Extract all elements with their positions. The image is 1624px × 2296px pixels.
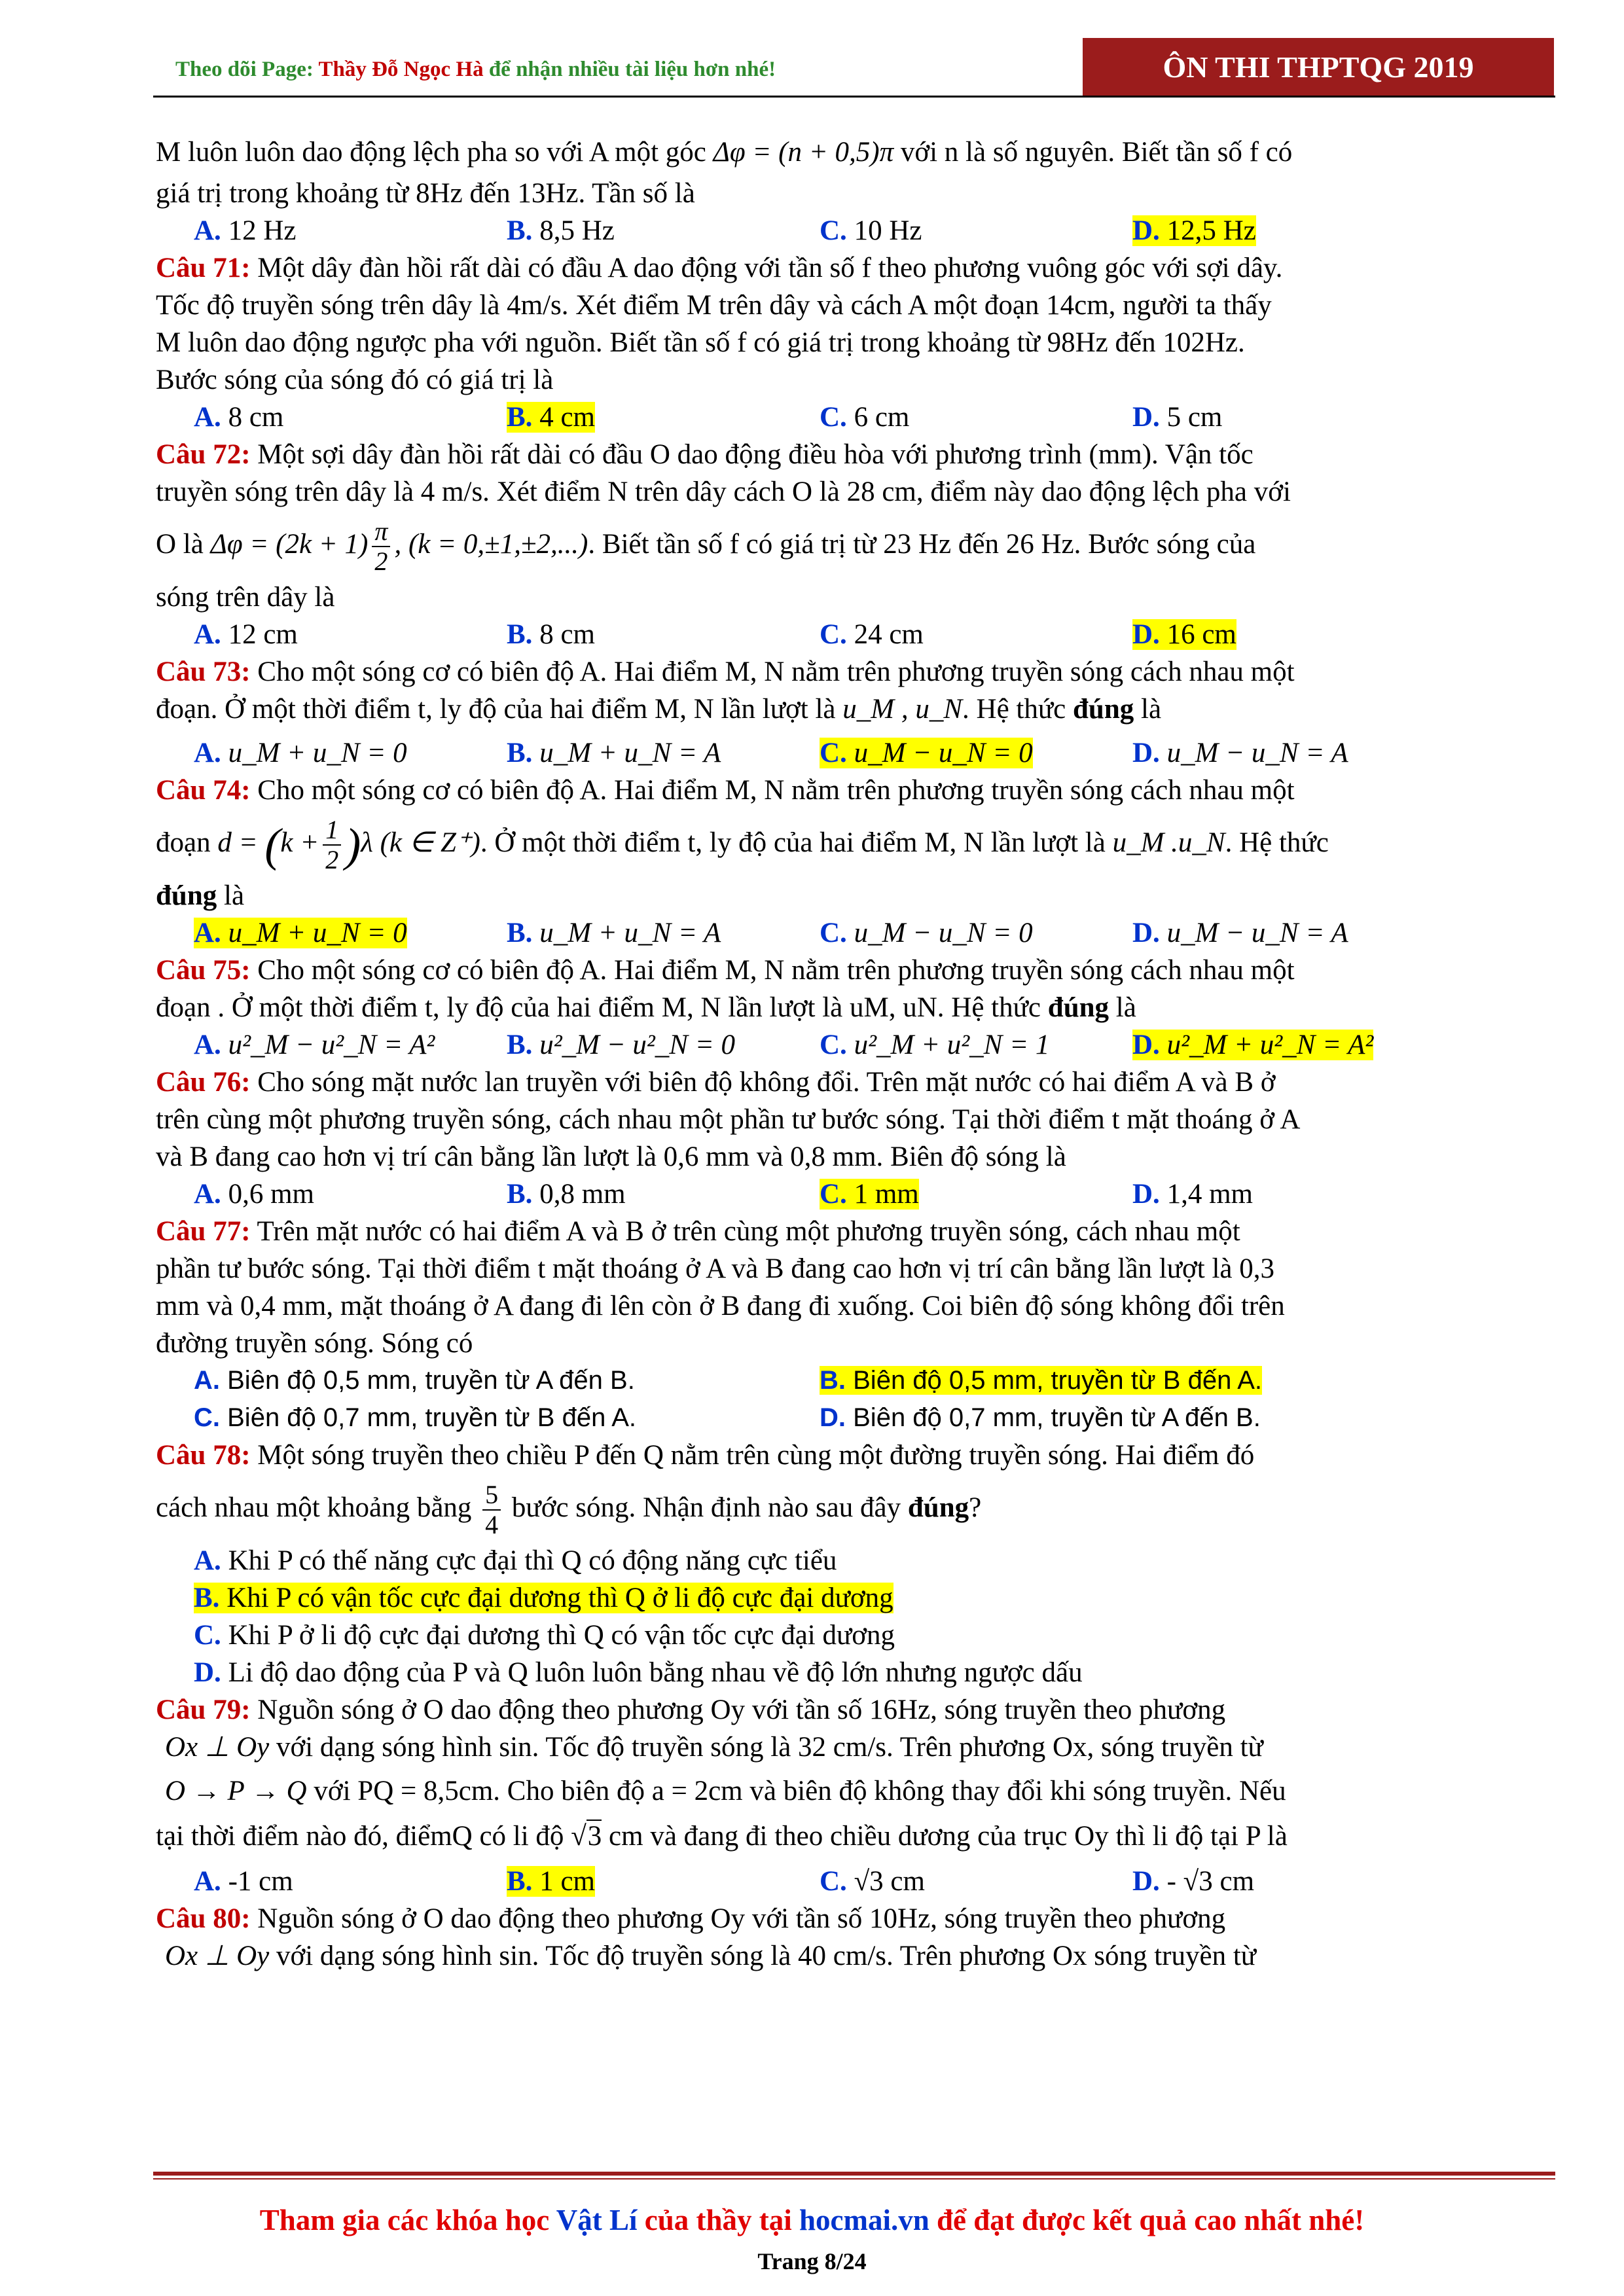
q78-option-d: D. Li độ dao động của P và Q luôn luôn bằng nhau về độ lớn nhưng ngược dấu (194, 1657, 1083, 1688)
q70-option-d: D. 12,5 Hz (1132, 215, 1256, 246)
q73-option-c: C. u_M − u_N = 0 (820, 738, 1033, 768)
q77-line1: Câu 77: Trên mặt nước có hai điểm A và B ở trên cùng một phương truyền sóng, cách nhau một (156, 1216, 1240, 1247)
q70-line2: giá trị trong khoảng từ 8Hz đến 13Hz. Tần số là (156, 178, 695, 209)
q74-label: Câu 74: (156, 775, 251, 806)
q80-line1: Câu 80: Nguồn sóng ở O dao động theo phương Oy với tần số 10Hz, sóng truyền theo phương (156, 1903, 1226, 1934)
q78-line1: Câu 78: Một sóng truyền theo chiều P đến Q nằm trên cùng một đường truyền sóng. Hai điểm đó (156, 1440, 1255, 1471)
q71-line2: Tốc độ truyền sóng trên dây là 4m/s. Xét điểm M trên dây và cách A một đoạn 14cm, người ta thấy (156, 290, 1272, 321)
q74-line2: đoạn d = (k + $\frac{1}{2}$ )λ (k ∈ Z⁺). Ở một thời điểm t, ly độ của hai điểm M, N lần lượt là u_M .u_N. Hệ thức (156, 815, 1329, 875)
q79-option-d: D. - √3 cm (1132, 1866, 1255, 1897)
q75-option-d: D. u²_M + u²_N = A² (1132, 1030, 1374, 1060)
q76-label: Câu 76: (156, 1067, 251, 1098)
q70-option-a: A. 12 Hz (194, 215, 297, 246)
q78-line2: cách nhau một khoảng bằng $\frac{5}{4}$ bước sóng. Nhận định nào sau đây đúng? (156, 1480, 982, 1540)
header-divider (153, 96, 1555, 98)
q72-options (156, 616, 1511, 653)
q71-option-a: A. 8 cm (194, 402, 284, 433)
q77-options-row2 (156, 1399, 1511, 1437)
q74-formula: d = (k + $\frac{1}{2}$ )λ (k ∈ Z⁺) (217, 815, 480, 875)
q79-line2: Ox ⊥ Oy với dạng sóng hình sin. Tốc độ truyền sóng là 32 cm/s. Trên phương Ox, sóng truyền từ (165, 1732, 1263, 1763)
q71-option-d: D. 5 cm (1132, 402, 1223, 433)
q71-line3: M luôn dao động ngược pha với nguồn. Biết tần số f có giá trị trong khoảng từ 98Hz đến 102Hz. (156, 327, 1245, 358)
follow-page-note (175, 58, 776, 82)
q75-line1: Câu 75: Cho một sóng cơ có biên độ A. Hai điểm M, N nằm trên phương truyền sóng cách nhau một (156, 955, 1295, 986)
q77-line4: đường truyền sóng. Sóng có (156, 1328, 473, 1359)
q70-line1 (156, 134, 1511, 171)
q79-options (156, 1863, 1511, 1900)
q71-options (156, 399, 1511, 436)
follow-suffix: để nhận nhiều tài liệu hơn nhé! (483, 58, 776, 81)
q77-option-d: D. Biên độ 0,7 mm, truyền từ A đến B. (820, 1403, 1261, 1432)
q75-option-c: C. u²_M + u²_N = 1 (820, 1030, 1050, 1060)
q72-label: Câu 72: (156, 439, 251, 470)
q70-text: M luôn luôn dao động lệch pha so với A một góc (156, 137, 713, 168)
q79-line3: O → P → Q với PQ = 8,5cm. Cho biên độ a = 2cm và biên độ không thay đổi khi sóng truyền. Nếu (165, 1776, 1286, 1806)
q74-options (156, 914, 1511, 952)
q73-line1: Câu 73: Cho một sóng cơ có biên độ A. Hai điểm M, N nằm trên phương truyền sóng cách nhau một (156, 656, 1295, 687)
q70-option-b: B. 8,5 Hz (507, 215, 615, 246)
q77-label: Câu 77: (156, 1216, 251, 1247)
q73-line2: đoạn. Ở một thời điểm t, ly độ của hai điểm M, N lần lượt là u_M , u_N. Hệ thức đúng là (156, 694, 1162, 725)
q78-option-b: B. Khi P có vận tốc cực đại dương thì Q ở li độ cực đại dương (194, 1583, 893, 1613)
q74-option-a: A. u_M + u_N = 0 (194, 918, 407, 948)
q72-option-d: D. 16 cm (1132, 619, 1236, 650)
footer-divider (153, 2172, 1555, 2176)
q74-line3: đúng là (156, 880, 245, 911)
q79-option-a: A. -1 cm (194, 1866, 293, 1897)
follow-prefix: Theo dõi Page: (175, 58, 319, 81)
q73-options (156, 734, 1511, 772)
footer-divider-thin (153, 2178, 1555, 2179)
q78-option-a: A. Khi P có thế năng cực đại thì Q có động năng cực tiểu (194, 1545, 837, 1576)
q77-line2: phần tư bước sóng. Tại thời điểm t mặt thoáng ở A và B đang cao hơn vị trí cân bằng lần lượt là 0,3 (156, 1253, 1275, 1284)
q77-option-c: C. Biên độ 0,7 mm, truyền từ B đến A. (194, 1403, 637, 1432)
q79-line1: Câu 79: Nguồn sóng ở O dao động theo phương Oy với tần số 16Hz, sóng truyền theo phương (156, 1695, 1226, 1725)
hocmai-link[interactable]: hocmai.vn (799, 2204, 929, 2236)
q70-options (156, 212, 1511, 249)
q73-label: Câu 73: (156, 656, 251, 687)
q79-line4: tại thời điểm nào đó, điểmQ có li độ √3 cm và đang đi theo chiều dương của trục Oy thì li độ tại P là (156, 1821, 1288, 1852)
q76-line3: và B đang cao hơn vị trí cân bằng lần lượt là 0,6 mm và 0,8 mm. Biên độ sóng là (156, 1141, 1066, 1172)
q78-option-c: C. Khi P ở li độ cực đại dương thì Q có vận tốc cực đại dương (194, 1620, 895, 1651)
q78-label: Câu 78: (156, 1440, 251, 1471)
q70-formula: Δφ = (n + 0,5)π (713, 137, 894, 168)
q76-option-d: D. 1,4 mm (1132, 1179, 1253, 1210)
q77-options-row1 (156, 1362, 1511, 1399)
q75-option-b: B. u²_M − u²_N = 0 (507, 1030, 736, 1060)
q79-label: Câu 79: (156, 1695, 251, 1725)
q74-option-c: C. u_M − u_N = 0 (820, 918, 1033, 948)
q72-line4: sóng trên dây là (156, 582, 335, 613)
q75-option-a: A. u²_M − u²_N = A² (194, 1030, 435, 1060)
q77-option-a: A. Biên độ 0,5 mm, truyền từ A đến B. (194, 1366, 635, 1395)
page-number: Trang 8/24 (757, 2248, 867, 2274)
q74-option-d: D. u_M − u_N = A (1132, 918, 1348, 948)
q80-label: Câu 80: (156, 1903, 251, 1934)
q73-option-d: D. u_M − u_N = A (1132, 738, 1348, 768)
q72-option-a: A. 12 cm (194, 619, 298, 650)
q70-option-c: C. 10 Hz (820, 215, 922, 246)
q71-option-b: B. 4 cm (507, 402, 595, 433)
q76-line1: Câu 76: Cho sóng mặt nước lan truyền với biên độ không đổi. Trên mặt nước có hai điểm A và B ở (156, 1067, 1276, 1098)
q80-line2: Ox ⊥ Oy với dạng sóng hình sin. Tốc độ truyền sóng là 40 cm/s. Trên phương Ox sóng truyền từ (165, 1941, 1257, 1971)
q77-option-b: B. Biên độ 0,5 mm, truyền từ B đến A. (820, 1366, 1263, 1395)
q72-line2: truyền sóng trên dây là 4 m/s. Xét điểm N trên dây cách O là 28 cm, điểm này dao động lệch pha với (156, 476, 1291, 507)
q76-option-a: A. 0,6 mm (194, 1179, 314, 1210)
q75-label: Câu 75: (156, 955, 251, 986)
q76-options (156, 1175, 1511, 1213)
q74-option-b: B. u_M + u_N = A (507, 918, 721, 948)
q76-line2: trên cùng một phương truyền sóng, cách nhau một phần tư bước sóng. Tại thời điểm t mặt thoáng ở A (156, 1104, 1301, 1135)
q73-option-a: A. u_M + u_N = 0 (194, 738, 407, 768)
q75-options (156, 1026, 1511, 1064)
q76-option-c: C. 1 mm (820, 1179, 919, 1210)
q72-line1: Câu 72: Một sợi dây đàn hồi rất dài có đầu O dao động điều hòa với phương trình (mm). Vận tốc (156, 439, 1254, 470)
q75-line2: đoạn . Ở một thời điểm t, ly độ của hai điểm M, N lần lượt là uM, uN. Hệ thức đúng là (156, 992, 1136, 1023)
q79-option-b: B. 1 cm (507, 1866, 595, 1897)
exam-badge: ÔN THI THPTQG 2019 (1083, 38, 1554, 96)
q71-label: Câu 71: (156, 253, 251, 283)
page-content (156, 131, 1511, 1975)
q72-line3: O là Δφ = (2k + 1) $\frac{\pi}{2}$ , (k = 0,±1,±2,...). Biết tần số f có giá trị từ 23 Hz đến 26 Hz. Bước sóng của (156, 516, 1256, 577)
q72-formula: Δφ = (2k + 1) $\frac{\pi}{2}$ , (k = 0,±1,±2,...) (210, 516, 588, 577)
q77-line3: mm và 0,4 mm, mặt thoáng ở A đang đi lên còn ở B đang đi xuống. Coi biên độ sóng không đổi trên (156, 1291, 1285, 1321)
q73-option-b: B. u_M + u_N = A (507, 738, 721, 768)
q72-option-b: B. 8 cm (507, 619, 595, 650)
q72-option-c: C. 24 cm (820, 619, 924, 650)
teacher-name: Thầy Đỗ Ngọc Hà (318, 58, 484, 81)
footer-promo: Tham gia các khóa học Vật Lí của thầy tại hocmai.vn để đạt được kết quả cao nhất nhé! (259, 2204, 1365, 2236)
q71-option-c: C. 6 cm (820, 402, 910, 433)
q71-line1: Câu 71: Một dây đàn hồi rất dài có đầu A dao động với tần số f theo phương vuông góc với sợi dây. (156, 253, 1283, 283)
q79-option-c: C. √3 cm (820, 1866, 925, 1897)
q74-line1: Câu 74: Cho một sóng cơ có biên độ A. Hai điểm M, N nằm trên phương truyền sóng cách nhau một (156, 775, 1295, 806)
q70-text-b: với n là số nguyên. Biết tần số f có (893, 137, 1293, 168)
q76-option-b: B. 0,8 mm (507, 1179, 626, 1210)
q71-line4: Bước sóng của sóng đó có giá trị là (156, 365, 554, 395)
